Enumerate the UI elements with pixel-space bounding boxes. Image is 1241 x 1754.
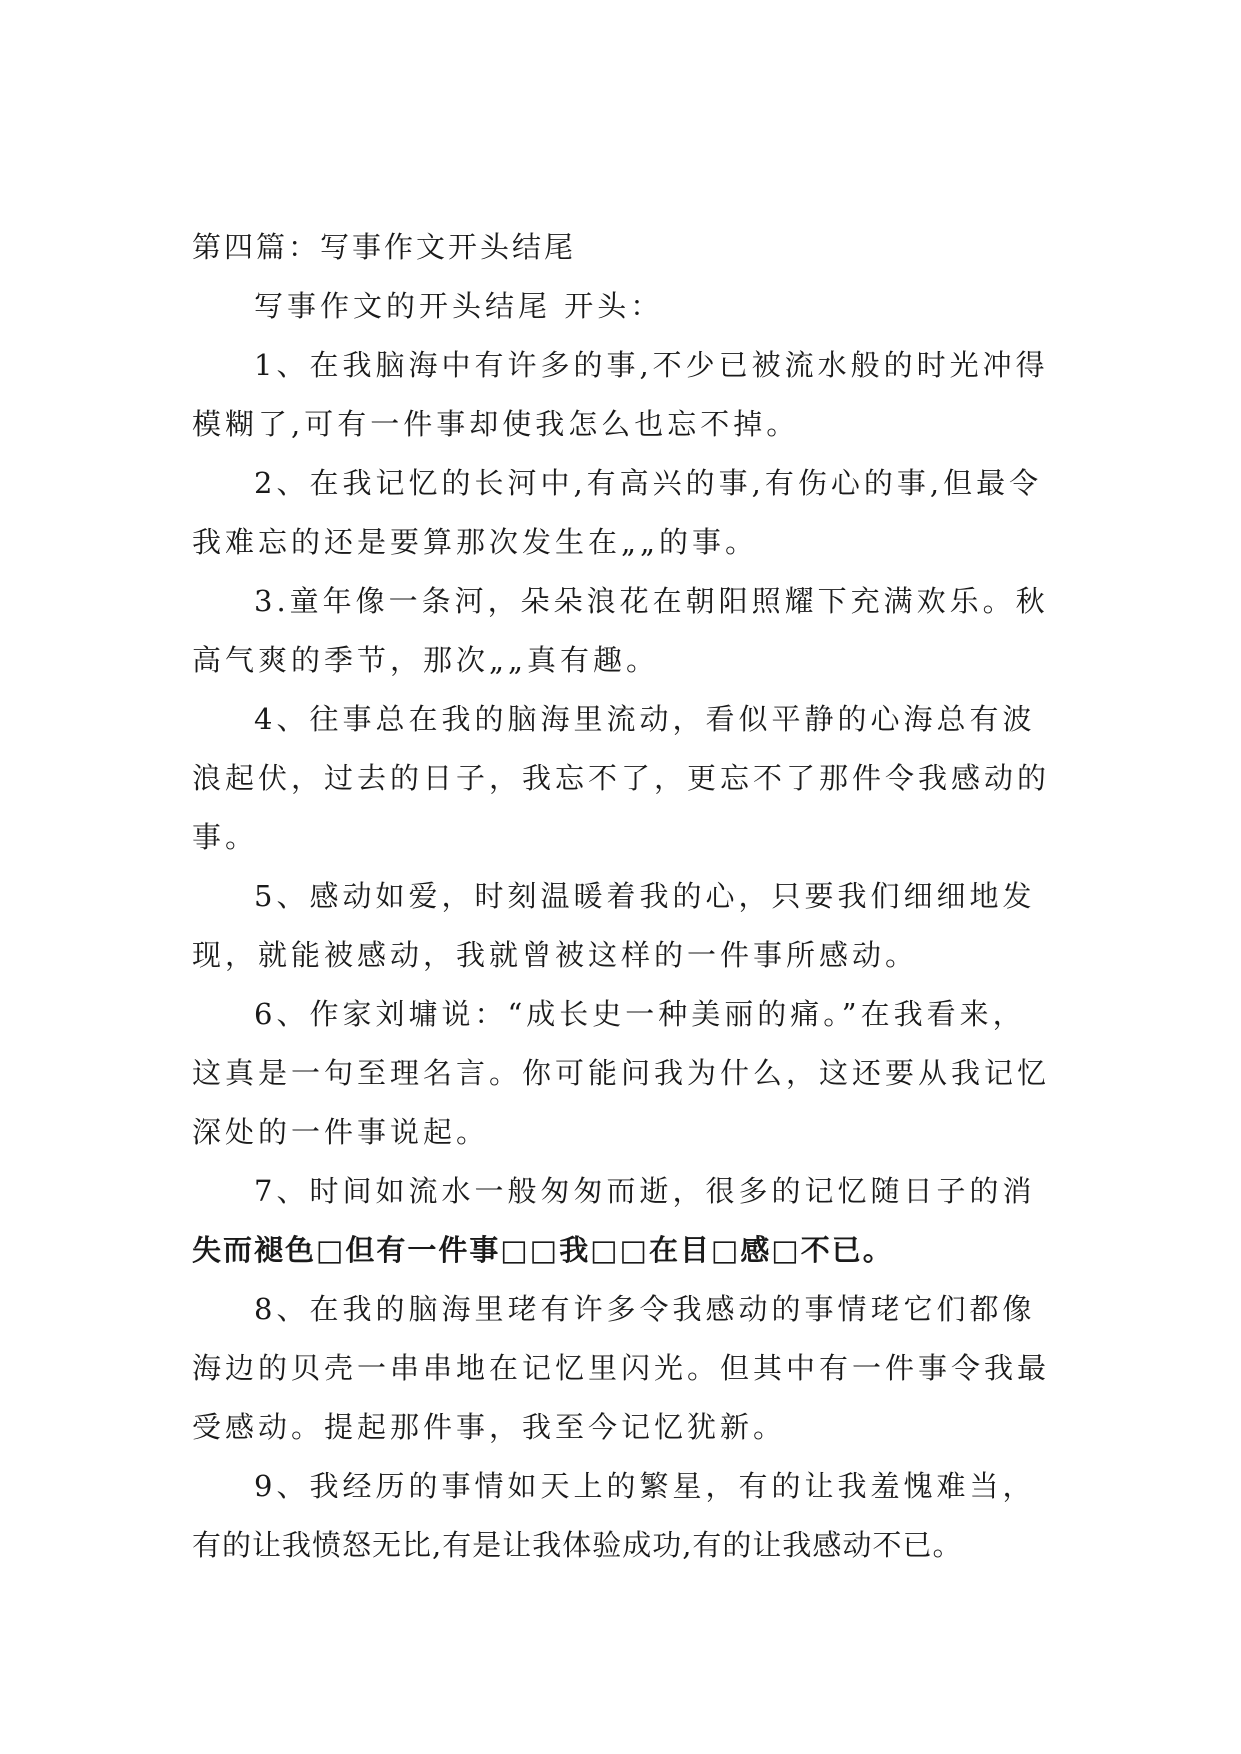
paragraph-2 bbox=[192, 454, 1062, 572]
document-title: 第四篇：写事作文开头结尾 bbox=[192, 230, 577, 264]
paragraph-line: 7、时间如流水一般匆匆而逝，很多的记忆随日子的消 bbox=[254, 1174, 1036, 1208]
paragraph-line: 高气爽的季节，那次„„真有趣。 bbox=[192, 643, 660, 677]
paragraph-line: 6、作家刘墉说：“成长史一种美丽的痛。”在我看来， bbox=[254, 997, 1026, 1031]
paragraph-5 bbox=[192, 867, 1062, 985]
paragraph-line: 受感动。提起那件事，我至今记忆犹新。 bbox=[192, 1410, 787, 1444]
paragraph-3 bbox=[192, 572, 1062, 690]
paragraph-line: 事。 bbox=[192, 820, 259, 854]
paragraph-line: 5、感动如爱，时刻温暖着我的心，只要我们细细地发 bbox=[254, 879, 1036, 913]
paragraph-line: 9、我经历的事情如天上的繁星，有的让我羞愧难当， bbox=[254, 1469, 1036, 1503]
paragraph-line: 我难忘的还是要算那次发生在„„的事。 bbox=[192, 525, 759, 559]
paragraph-line: 模糊了,可有一件事却使我怎么也忘不掉。 bbox=[192, 407, 800, 441]
paragraph-line: 2、在我记忆的长河中,有高兴的事,有伤心的事,但最令 bbox=[254, 466, 1043, 500]
paragraph-line: 深处的一件事说起。 bbox=[192, 1115, 490, 1149]
paragraph-line: 海边的贝壳一串串地在记忆里闪光。但其中有一件事令我最 bbox=[192, 1351, 1051, 1385]
paragraph-8 bbox=[192, 1280, 1062, 1457]
document-page bbox=[192, 218, 1062, 1575]
paragraph-1 bbox=[192, 336, 1062, 454]
paragraph-9 bbox=[192, 1457, 1062, 1575]
paragraph-line: 失而褪色□但有一件事□□我□□在目□感□不已。 bbox=[192, 1233, 894, 1267]
paragraph-line: 3.童年像一条河，朵朵浪花在朝阳照耀下充满欢乐。秋 bbox=[254, 584, 1049, 618]
paragraph-line: 1、在我脑海中有许多的事,不少已被流水般的时光冲得 bbox=[254, 348, 1049, 382]
paragraph-7 bbox=[192, 1162, 1062, 1280]
paragraph-line: 现，就能被感动，我就曾被这样的一件事所感动。 bbox=[192, 938, 919, 972]
paragraph-line: 这真是一句至理名言。你可能问我为什么，这还要从我记忆 bbox=[192, 1056, 1051, 1090]
paragraph-line: 8、在我的脑海里珯有许多令我感动的事情珯它们都像 bbox=[254, 1292, 1036, 1326]
paragraph-6 bbox=[192, 985, 1062, 1162]
paragraph-line: 4、往事总在我的脑海里流动，看似平静的心海总有波 bbox=[254, 702, 1036, 736]
paragraph-line: 浪起伏，过去的日子，我忘不了，更忘不了那件令我感动的 bbox=[192, 761, 1051, 795]
document-subtitle: 写事作文的开头结尾 开头： bbox=[254, 289, 664, 323]
paragraph-line: 有的让我愤怒无比,有是让我体验成功,有的让我感动不已。 bbox=[192, 1528, 963, 1562]
paragraph-4 bbox=[192, 690, 1062, 867]
